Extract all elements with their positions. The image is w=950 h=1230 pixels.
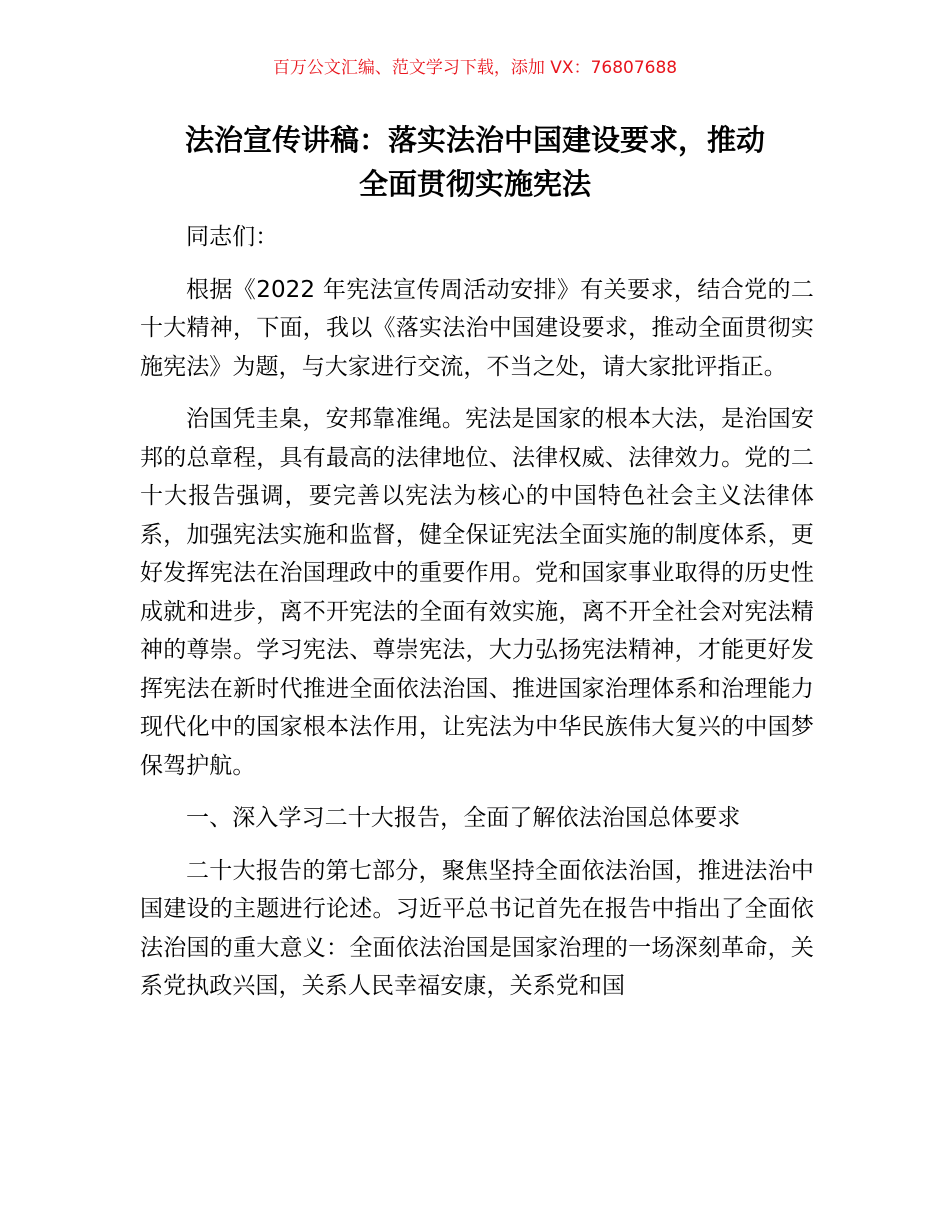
paragraph-constitution: 治国凭圭臬，安邦靠准绳。宪法是国家的根本大法，是治国安邦的总章程，具有最高的法律地位、法律权威、法律效力。党的二十大报告强调，要完善以宪法为核心的中国特色社会主义法律体系，加强宪法实施和监督，健全保证宪法全面实施的制度体系，更好发挥宪法在治国理政中的重要作用。党和国家事业取得的历史性成就和进步，离不开宪法的全面有效实施，离不开全社会对宪法精神的尊崇。学习宪法、尊崇宪法，大力弘扬宪法精神，才能更好发挥宪法在新时代推进全面依法治国、推进国家治理体系和治理能力现代化中的国家根本法作用，让宪法为中华民族伟大复兴的中国梦保驾护航。: [140, 406, 814, 779]
header-watermark: 百万公文汇编、范文学习下载，添加 VX：76807688: [272, 58, 678, 78]
paragraph-intro: 根据《2022 年宪法宣传周活动安排》有关要求，结合党的二十大精神，下面，我以《落实法治中国建设要求，推动全面贯彻实施宪法》为题，与大家进行交流，不当之处，请大家批评指正。: [140, 276, 814, 380]
section-heading-1: 一、深入学习二十大报告，全面了解依法治国总体要求: [186, 805, 741, 831]
salutation: 同志们：: [186, 224, 279, 250]
paragraph-section-1: 二十大报告的第七部分，聚焦坚持全面依法治国，推进法治中国建设的主题进行论述。习近平总书记首先在报告中指出了全面依法治国的重大意义：全面依法治国是国家治理的一场深刻革命，关系党执政兴国，关系人民幸福安康，关系党和国: [140, 857, 814, 999]
document-body: [140, 218, 814, 1020]
document-title: [140, 118, 810, 206]
title-line-2: 全面贯彻实施宪法: [358, 167, 591, 201]
title-line-1: 法治宣传讲稿：落实法治中国建设要求，推动: [184, 123, 765, 157]
